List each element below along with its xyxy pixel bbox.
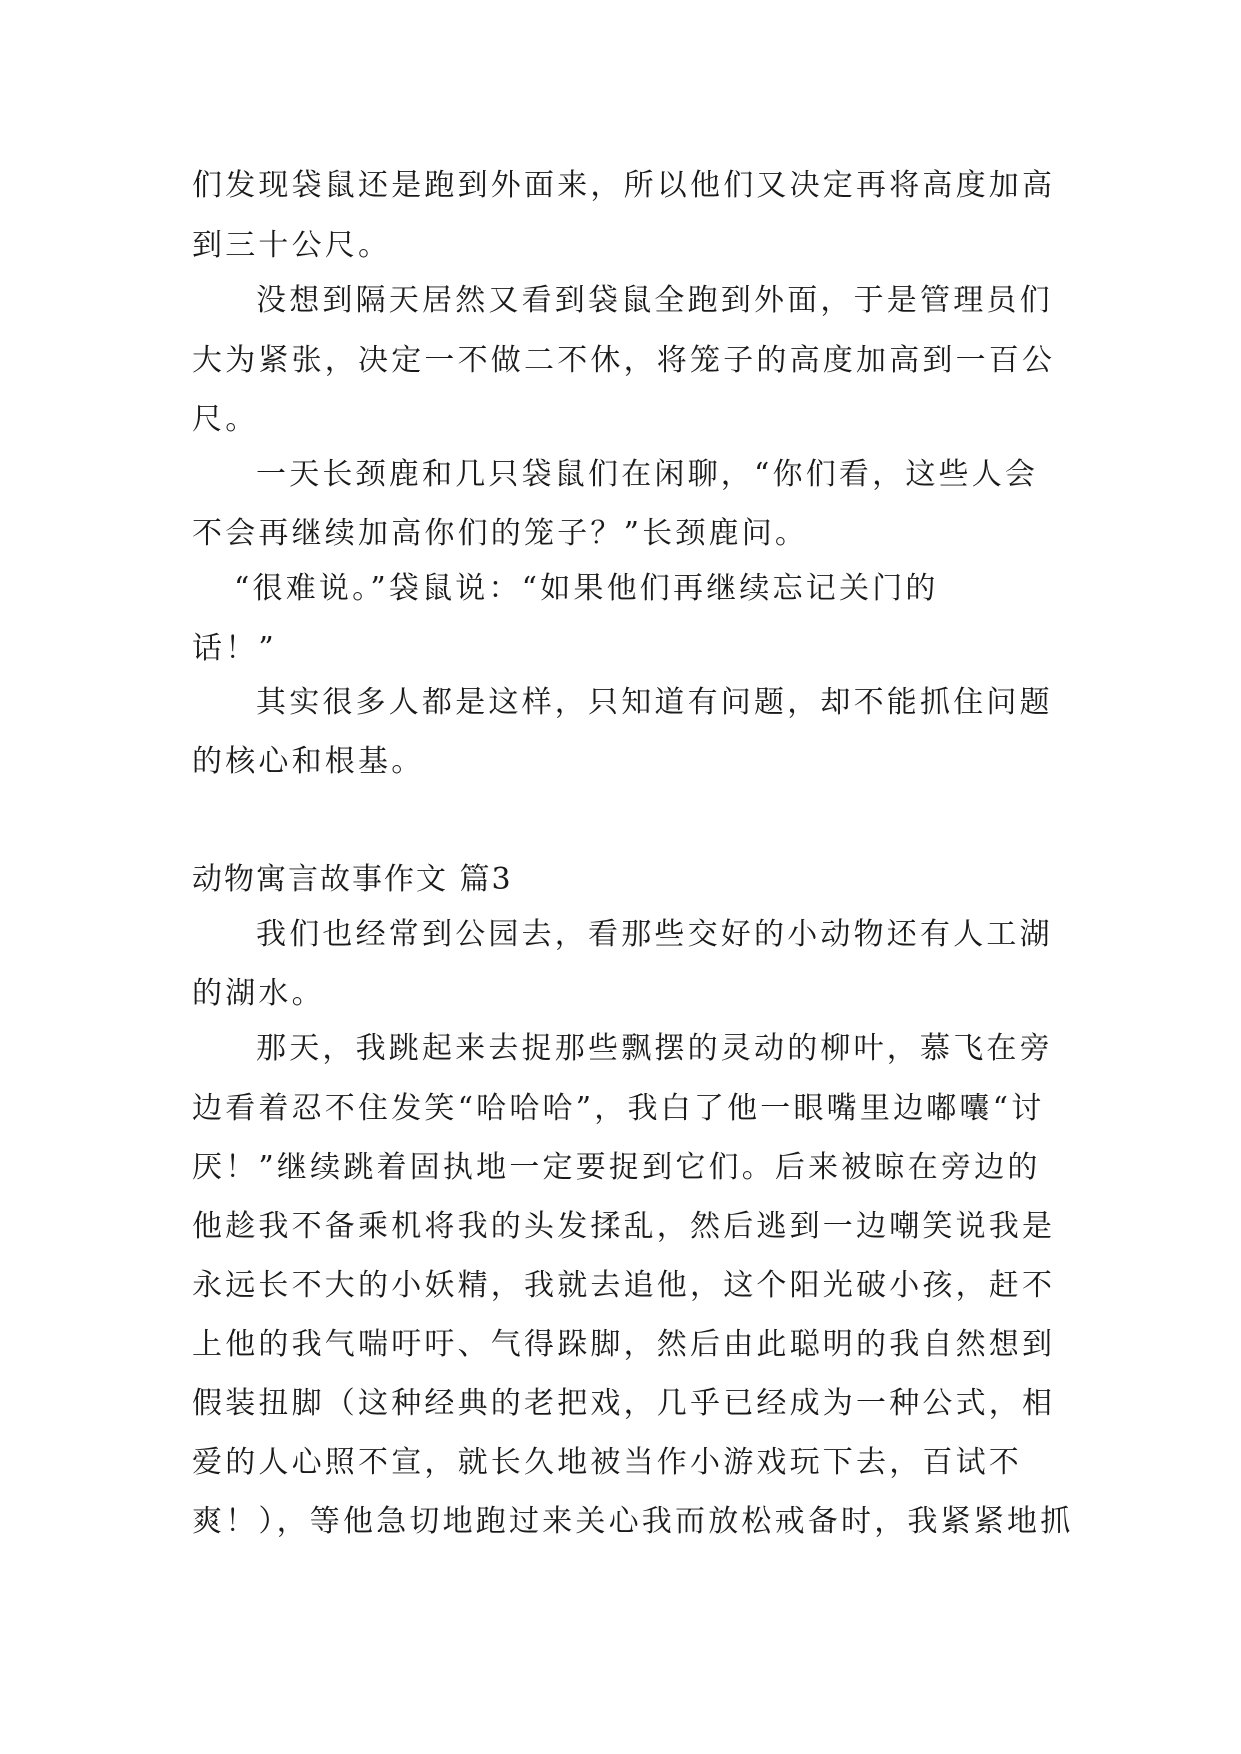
text-line: 上他的我气喘吁吁、气得跺脚，然后由此聪明的我自然想到: [192, 1327, 1056, 1362]
text-line: 假装扭脚（这种经典的老把戏，几乎已经成为一种公式，相: [192, 1386, 1056, 1421]
text-line: 厌！”继续跳着固执地一定要捉到它们。后来被晾在旁边的: [192, 1150, 1041, 1185]
text-line: 不会再继续加高你们的笼子？”长颈鹿问。: [192, 516, 809, 551]
paragraph-start: 其实很多人都是这样，只知道有问题，却不能抓住问题: [256, 685, 1053, 720]
text-line: 永远长不大的小妖精，我就去追他，这个阳光破小孩，赶不: [192, 1268, 1056, 1303]
paragraph-start: 我们也经常到公园去，看那些交好的小动物还有人工湖: [256, 917, 1053, 952]
paragraph-start: “很难说。”袋鼠说：“如果他们再继续忘记关门的: [234, 571, 939, 606]
text-line: 到三十公尺。: [192, 228, 392, 263]
text-line: 的核心和根基。: [192, 744, 425, 779]
text-line: 尺。: [192, 402, 259, 437]
text-line: 的湖水。: [192, 976, 325, 1011]
text-line: 爱的人心照不宣，就长久地被当作小游戏玩下去，百试不: [192, 1445, 1022, 1480]
paragraph-start: 那天，我跳起来去捉那些飘摆的灵动的柳叶，慕飞在旁: [256, 1031, 1053, 1066]
text-line: 大为紧张，决定一不做二不休，将笼子的高度加高到一百公: [192, 343, 1056, 378]
section-heading: 动物寓言故事作文 篇3: [192, 862, 513, 897]
text-line: 边看着忍不住发笑“哈哈哈”，我白了他一眼嘴里边嘟囔“讨: [192, 1091, 1045, 1126]
text-line: 爽！），等他急切地跑过来关心我而放松戒备时，我紧紧地抓: [192, 1504, 1074, 1539]
text-line: 话！”: [192, 631, 277, 666]
paragraph-start: 一天长颈鹿和几只袋鼠们在闲聊，“你们看，这些人会: [256, 457, 1039, 492]
text-line: 们发现袋鼠还是跑到外面来，所以他们又决定再将高度加高: [192, 168, 1056, 203]
paragraph-start: 没想到隔天居然又看到袋鼠全跑到外面，于是管理员们: [256, 283, 1053, 318]
text-line: 他趁我不备乘机将我的头发揉乱，然后逃到一边嘲笑说我是: [192, 1209, 1056, 1244]
